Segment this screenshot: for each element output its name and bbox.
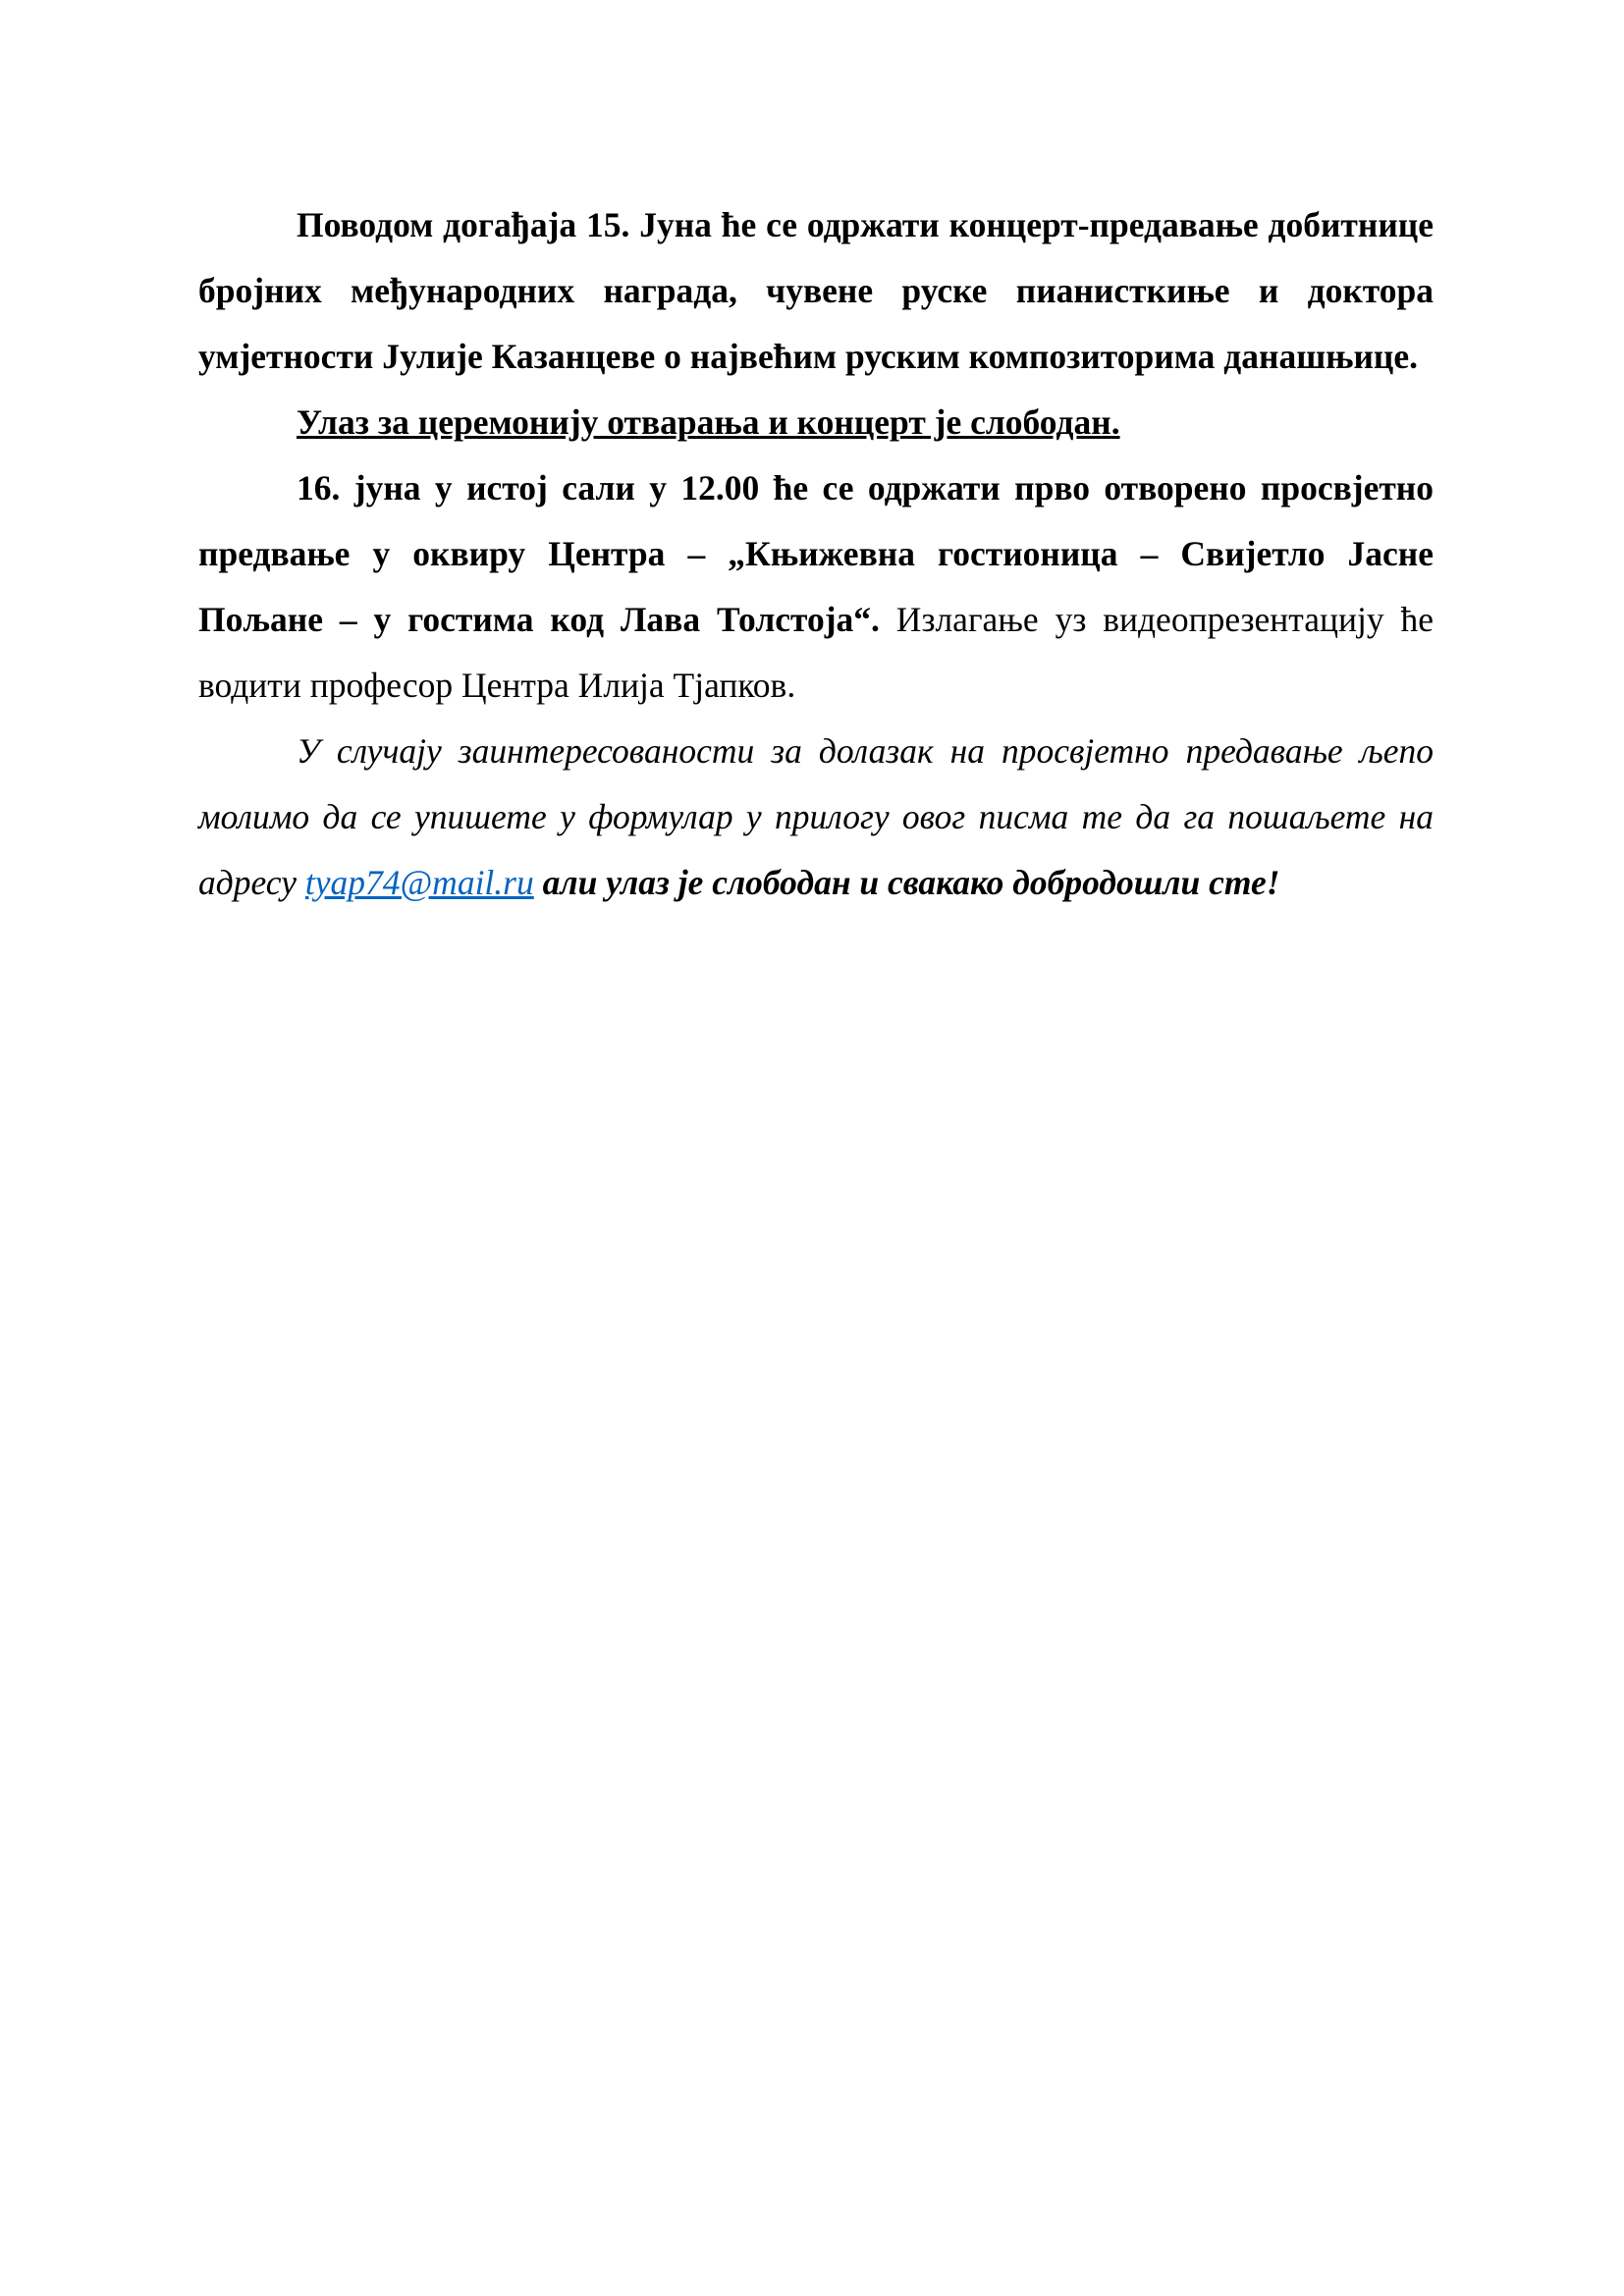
lecture-announcement-bold: 16. јуна у истој сали у 12.00 ће се одржати прво отворено просвјетно предвање у оквиру Центра – „Књижевна гостионица – Свијетло Јасне Пољане – у гостима код Лава Толстоја“. [198,468,1434,639]
concert-lecture-text: Поводом догађаја 15. Јуна ће се одржати концерт-предавање добитнице бројних међународних награда, чувене руске пианисткиње и доктора умјетности Јулије Казанцеве о највећим руским композиторима данашњице. [198,205,1434,376]
paragraph-concert-lecture [198,192,1434,390]
registration-text: У случају заинтересованости за долазак на просвјетно предавање љепо молимо да се упишете у формулар у прилогу овог писма те да га пошаљете на адресу [198,731,1434,902]
welcome-text: али улаз је слободан и свакако добродошли сте! [533,863,1280,902]
document-body [198,192,1434,916]
email-link[interactable]: tyap74@mail.ru [304,863,534,902]
lecture-presenter-text: Излагање уз видеопрезентацију ће водити професор Центра Илија Тјапков. [198,600,1434,705]
paragraph-free-entry [198,390,1434,455]
free-entry-notice: Улаз за церемонију отварања и концерт је слободан. [297,402,1120,442]
paragraph-lecture-announcement [198,455,1434,719]
paragraph-registration [198,719,1434,916]
